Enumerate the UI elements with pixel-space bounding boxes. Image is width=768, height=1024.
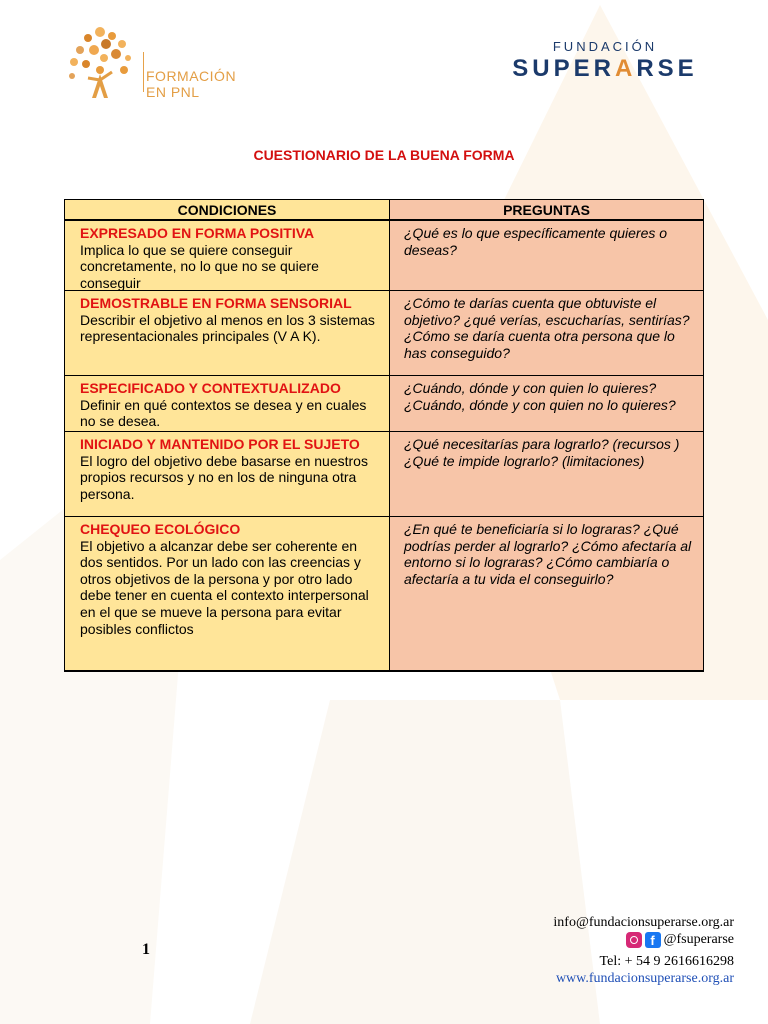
table-header-row: [64, 199, 704, 221]
contact-block: [553, 914, 734, 987]
facebook-icon[interactable]: f: [645, 932, 661, 948]
page-number: 1: [142, 941, 150, 958]
table-row: [64, 291, 704, 376]
header-preguntas: PREGUNTAS: [389, 200, 704, 219]
contact-phone: Tel: + 54 9 2616616298: [599, 953, 734, 969]
tree-logo-icon: [66, 24, 136, 100]
condition-description: Implica lo que se quiere conseguir concretamente, no lo que no se quiere conseguir: [80, 241, 319, 291]
condition-cell: [64, 376, 389, 431]
questions-cell: ¿En qué te beneficiaría si lo lograras? ¿Qué podrías perder al lograrlo? ¿Cómo afectaría al entorno si lo lograras? ¿Cómo cambiaría o afectaría a tu vida el conseguirlo?: [389, 517, 704, 670]
logo-text-line1: FORMACIÓN: [146, 68, 237, 84]
table-row: [64, 221, 704, 291]
questions-cell: ¿Qué es lo que específicamente quieres o deseas?: [389, 221, 704, 290]
condition-description: El objetivo a alcanzar debe ser coherente en dos sentidos. Por un lado con las creencias y otros objetivos de la persona y por otro lado debe tener en cuenta el contexto interpersonal en el que se mueve la persona para evitar posibles conflictos: [80, 537, 369, 637]
condition-title: CHEQUEO ECOLÓGICO: [80, 521, 241, 537]
table-row: [64, 432, 704, 517]
fundacion-superarse-logo: [500, 40, 710, 84]
condition-description: Definir en qué contextos se desea y en cuales no se desea.: [80, 396, 367, 430]
questionnaire-table: [64, 199, 704, 672]
table-row: [64, 517, 704, 672]
contact-email[interactable]: info@fundacionsuperarse.org.ar: [553, 915, 734, 930]
condition-cell: [64, 291, 389, 375]
condition-title: INICIADO Y MANTENIDO POR EL SUJETO: [80, 436, 360, 452]
formacion-pnl-logo: [66, 24, 266, 100]
page-title: CUESTIONARIO DE LA BUENA FORMA: [253, 147, 515, 163]
table-row: [64, 376, 704, 432]
condition-title: ESPECIFICADO Y CONTEXTUALIZADO: [80, 380, 341, 396]
social-handle[interactable]: @fsuperarse: [663, 932, 734, 947]
questions-cell: ¿Cómo te darías cuenta que obtuviste el objetivo? ¿qué verías, escucharías, sentirías? ¿Cómo se daría cuenta otra persona que lo has conseguido?: [389, 291, 704, 375]
condition-cell: [64, 517, 389, 670]
logo-text-line2: EN PNL: [146, 84, 200, 100]
instagram-icon[interactable]: [626, 932, 642, 948]
social-row: [626, 931, 734, 948]
header-condiciones: CONDICIONES: [64, 200, 389, 219]
questions-cell: ¿Cuándo, dónde y con quien lo quieres? ¿Cuándo, dónde y con quien no lo quieres?: [389, 376, 704, 431]
condition-cell: [64, 432, 389, 516]
logo-fundacion-text: FUNDACIÓN: [552, 39, 658, 54]
questions-cell: ¿Qué necesitarías para lograrlo? (recursos ) ¿Qué te impide lograrlo? (limitaciones): [389, 432, 704, 516]
condition-description: Describir el objetivo al menos en los 3 sistemas representacionales principales (V A K).: [80, 311, 375, 345]
condition-title: DEMOSTRABLE EN FORMA SENSORIAL: [80, 295, 352, 311]
condition-title: EXPRESADO EN FORMA POSITIVA: [80, 225, 315, 241]
condition-description: El logro del objetivo debe basarse en nuestros propios recursos y no en los de ninguna otra persona.: [80, 452, 368, 502]
logo-superarse-text: SUPERARSE: [512, 55, 698, 82]
condition-cell: [64, 221, 389, 290]
website-link[interactable]: www.fundacionsuperarse.org.ar: [555, 970, 734, 986]
